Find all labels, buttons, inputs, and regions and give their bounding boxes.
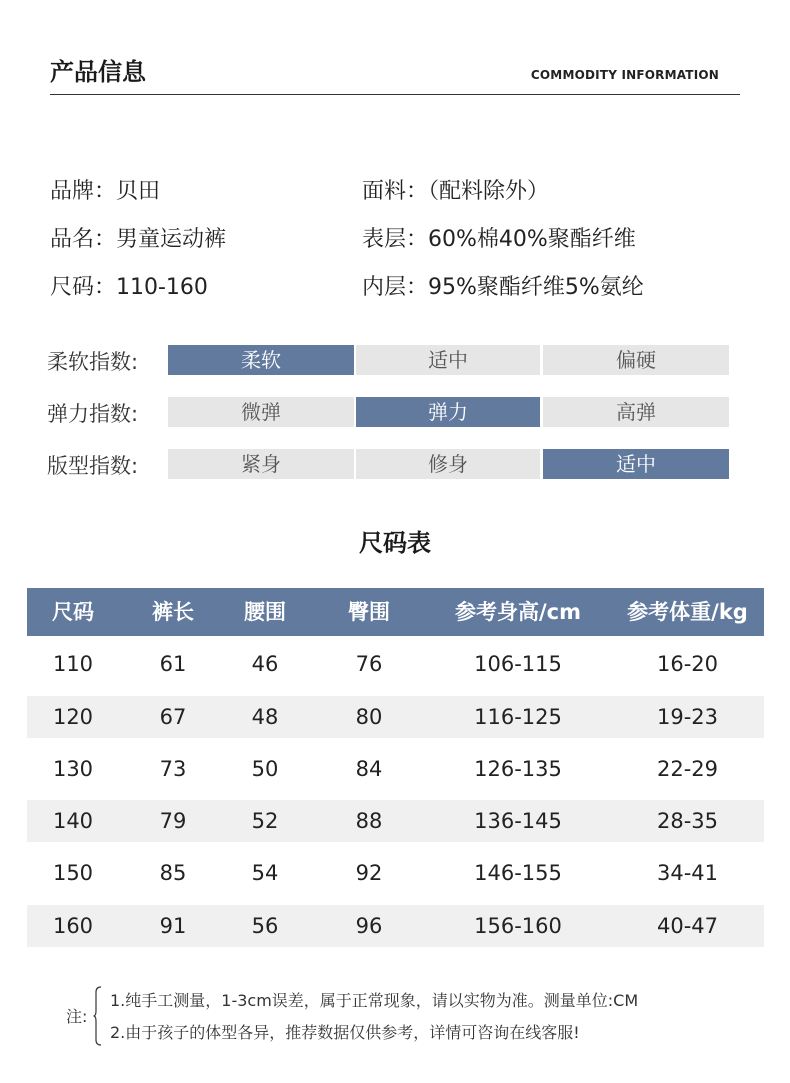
elasticity-option-slight: 微弹 [168,397,354,427]
cell-hip: 80 [355,705,383,729]
cell-weight: 28-35 [656,809,719,833]
cell-weight: 34-41 [656,861,719,885]
note-line-1: 1.纯手工测量，1-3cm误差，属于正常现象，请以实物为准。测量单位:CM [110,991,639,1010]
size-table-title: 尺码表 [359,529,431,557]
cell-hip: 92 [355,861,383,885]
header-height: 参考身高/cm [455,600,581,624]
fit-option-tight: 紧身 [168,449,354,479]
header-pants-length: 裤长 [152,600,194,624]
inner-layer-info: 内层：95%聚酯纤维5%氨纶 [362,275,644,300]
cell-waist: 54 [251,861,279,885]
table-row [27,748,764,790]
elasticity-index-label: 弹力指数: [47,402,139,426]
fit-index-label: 版型指数: [47,454,139,478]
header-waist: 腰围 [244,600,286,624]
cell-weight: 40-47 [656,914,719,938]
cell-hip: 84 [355,757,383,781]
left-brace-icon [93,986,102,1046]
cell-height: 156-160 [474,914,562,938]
header-size: 尺码 [52,600,94,624]
cell-waist: 56 [251,914,279,938]
table-row [27,643,764,685]
cell-pants-length: 91 [159,914,187,938]
cell-waist: 50 [251,757,279,781]
cell-size: 150 [52,861,94,885]
softness-option-hard: 偏硬 [543,345,729,375]
size-range-info: 尺码：110-160 [50,275,208,300]
note-line-2: 2.由于孩子的体型各异，推荐数据仅供参考，详情可咨询在线客服! [110,1023,580,1042]
header-weight: 参考体重/kg [627,600,748,624]
cell-pants-length: 85 [159,861,187,885]
cell-size: 140 [52,809,94,833]
table-row [27,800,764,842]
page-subtitle: COMMODITY INFORMATION [530,68,719,82]
cell-size: 120 [52,705,94,729]
cell-height: 106-115 [474,652,562,676]
cell-hip: 96 [355,914,383,938]
cell-pants-length: 67 [159,705,187,729]
cell-waist: 52 [251,809,279,833]
cell-pants-length: 73 [159,757,187,781]
fit-option-regular: 适中 [543,449,729,479]
outer-layer-info: 表层：60%棉40%聚酯纤维 [362,227,636,252]
cell-size: 110 [52,652,94,676]
cell-hip: 88 [355,809,383,833]
cell-pants-length: 79 [159,809,187,833]
elasticity-option-high: 高弹 [543,397,729,427]
softness-option-soft: 柔软 [168,345,354,375]
notes-label: 注: [66,1007,88,1026]
cell-height: 116-125 [474,705,562,729]
table-row [27,905,764,947]
fit-option-slim: 修身 [356,449,540,479]
fabric-info: 面料：（配料除外） [362,179,550,204]
cell-size: 130 [52,757,94,781]
cell-hip: 76 [355,652,383,676]
elasticity-option-elastic: 弹力 [356,397,540,427]
softness-option-medium: 适中 [356,345,540,375]
softness-index-label: 柔软指数: [47,350,139,374]
table-row [27,852,764,894]
cell-height: 136-145 [474,809,562,833]
size-table-header [27,588,764,636]
cell-size: 160 [52,914,94,938]
page-title: 产品信息 [50,58,146,86]
cell-height: 126-135 [474,757,562,781]
product-name-info: 品名：男童运动裤 [50,227,227,252]
cell-pants-length: 61 [159,652,187,676]
header-hip: 臀围 [348,600,390,624]
brand-info: 品牌：贝田 [50,179,161,204]
table-row [27,696,764,738]
cell-weight: 19-23 [656,705,719,729]
cell-weight: 22-29 [656,757,719,781]
cell-weight: 16-20 [656,652,719,676]
cell-waist: 46 [251,652,279,676]
header-divider [50,94,740,95]
cell-height: 146-155 [474,861,562,885]
cell-waist: 48 [251,705,279,729]
